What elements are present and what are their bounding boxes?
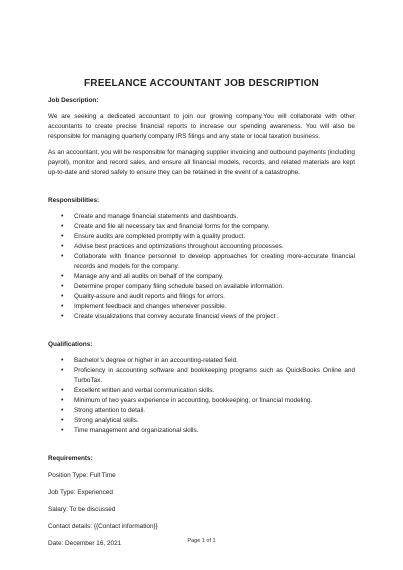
requirements-heading: Requirements: bbox=[48, 455, 93, 462]
page-number: Page 1 of 1 bbox=[187, 538, 216, 544]
list-item: • Manage any and all audits on behalf of the company. bbox=[48, 272, 355, 282]
list-item: • Minimum of two years experience in accounting, bookkeeping, or financial modeling. bbox=[48, 396, 355, 406]
responsibilities-list bbox=[48, 212, 355, 322]
document-body bbox=[48, 96, 355, 549]
requirement-date: Date: December 16, 2021 bbox=[48, 540, 122, 547]
list-item: • Create visualizations that convey accurate financial views of the project . bbox=[48, 312, 355, 322]
list-item: • Excellent written and verbal communication skills. bbox=[48, 386, 355, 396]
list-item: • Proficiency in accounting software and bookkeeping programs such as QuickBooks Online and TurboTax. bbox=[48, 366, 355, 386]
list-item: • Time management and organizational skills. bbox=[48, 426, 355, 436]
job-description-paragraph: We are seeking a dedicated accountant to join our growing company.You will collaborate with other accountants to create precise financial reports to increase our spending awareness. You will also be responsible for managing quarterly company IRS filings and any state or local taxation business. bbox=[48, 113, 355, 140]
responsibilities-heading: Responsibilities: bbox=[48, 197, 100, 204]
list-item: • Create and manage financial statements and dashboards. bbox=[48, 212, 355, 222]
job-description-heading: Job Description: bbox=[48, 97, 99, 104]
requirement-position-type: Position Type: Full Time bbox=[48, 472, 116, 479]
list-item: • Advise best practices and optimizations throughout accounting processes. bbox=[48, 242, 355, 252]
list-item: • Implement feedback and changes whenever possible. bbox=[48, 302, 355, 312]
requirement-contact-details: Contact details: {{Contact information}} bbox=[48, 523, 158, 530]
list-item: • Ensure audits are completed promptly with a quality product. bbox=[48, 232, 355, 242]
list-item: • Collaborate with finance personnel to develop approaches for creating more-accurate financial records and models for the company. bbox=[48, 252, 355, 272]
job-description-paragraph: As an accountant, you will be responsible for managing supplier invoicing and outbound payments (including payroll), monitor and record sales, and ensure all financial models, records, and related materials are kept up-to-date and stored safely to ensure they can be retained in the event of a catastrophe. bbox=[48, 149, 355, 176]
qualifications-heading: Qualifications: bbox=[48, 341, 93, 348]
qualifications-list bbox=[48, 356, 355, 436]
list-item: • Strong attention to detail. bbox=[48, 406, 355, 416]
list-item: • Strong analytical skills. bbox=[48, 416, 355, 426]
document-title: FREELANCE ACCOUNTANT JOB DESCRIPTION bbox=[84, 78, 319, 89]
list-item: • Quality-assure and audit reports and filings for errors. bbox=[48, 292, 355, 302]
list-item: • Determine proper company filing schedule based on available information. bbox=[48, 282, 355, 292]
requirement-salary: Salary: To be discussed bbox=[48, 506, 116, 513]
requirement-job-type: Job Type: Experienced bbox=[48, 489, 113, 496]
list-item: • Bachelor’s degree or higher in an accounting-related field. bbox=[48, 356, 355, 366]
list-item: • Create and file all necessary tax and financial forms for the company. bbox=[48, 222, 355, 232]
